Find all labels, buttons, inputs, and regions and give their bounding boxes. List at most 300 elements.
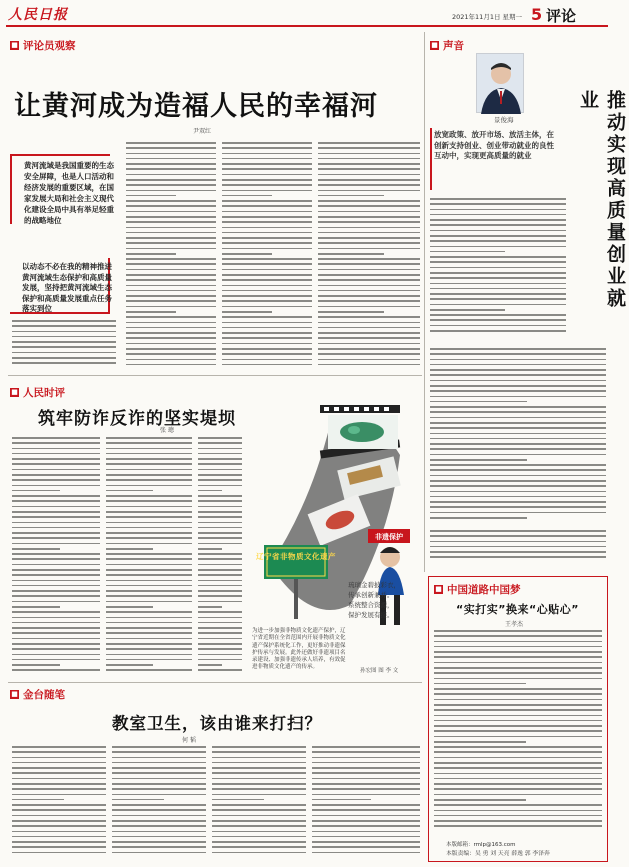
body-text-line [430, 380, 606, 382]
body-text-line [126, 168, 216, 170]
body-text-line [222, 343, 312, 345]
body-text-line [112, 841, 206, 843]
body-text-line [434, 815, 602, 817]
body-text-line [430, 546, 606, 548]
body-text-line [198, 543, 242, 545]
body-text-line [340, 316, 420, 318]
body-text-line [106, 606, 153, 608]
body-text-line [106, 627, 192, 629]
body-text-line [340, 205, 420, 207]
body-text-line [312, 831, 420, 833]
body-text-line [12, 595, 100, 597]
body-text-line [12, 627, 100, 629]
body-text-line [126, 221, 216, 223]
body-text-line [12, 506, 100, 508]
body-text-line [434, 656, 602, 658]
body-text-line [312, 772, 420, 774]
body-text-line [126, 232, 216, 234]
body-text-line [430, 348, 606, 350]
body-text-line [212, 815, 306, 817]
china-road-headline: “实打实”换来“心贴心” [456, 603, 579, 616]
body-text-line [340, 168, 420, 170]
body-text-line [12, 669, 100, 671]
body-text-line [12, 553, 100, 555]
body-text-line [198, 511, 242, 513]
body-text-line [340, 348, 420, 350]
body-text-line [430, 330, 566, 332]
body-text-line [198, 479, 242, 481]
body-text-line [312, 788, 420, 790]
body-text-line [430, 396, 606, 398]
body-text-line [222, 306, 312, 308]
body-text-line [126, 279, 216, 281]
body-text-line [430, 364, 606, 366]
body-text-line [12, 611, 100, 613]
body-text-line [434, 699, 602, 701]
body-text-line [430, 272, 566, 274]
body-text-line [222, 274, 312, 276]
body-text-line [12, 500, 100, 502]
body-text-line [430, 369, 606, 371]
body-text-line [434, 746, 602, 748]
body-text-line [222, 205, 312, 207]
body-text-line [312, 836, 420, 838]
body-text-line [312, 794, 420, 796]
masthead-date: 2021年11月1日 星期一 [452, 13, 523, 21]
body-text-line [198, 506, 242, 508]
body-text-line [430, 556, 606, 558]
body-text-line [12, 831, 106, 833]
body-text-line [222, 153, 312, 155]
body-text-line [126, 322, 216, 324]
body-text-line [106, 611, 192, 613]
body-text-line [12, 479, 100, 481]
body-text-line [12, 638, 100, 640]
body-text-line [112, 762, 206, 764]
body-text-line [430, 230, 566, 232]
body-text-line [126, 353, 216, 355]
body-text-line [112, 783, 206, 785]
body-text-line [12, 664, 60, 666]
observation-pullquote-2: 以动态不必在我的精神推进黄河流域生态保护和高质量发展，坚持把黄河流域生态保护和高质量发展重点任务落实到位 [22, 262, 112, 313]
body-text-line [312, 751, 420, 753]
body-text-line [340, 221, 420, 223]
body-text-line [198, 532, 242, 534]
body-text-line [434, 693, 602, 695]
body-text-line [212, 825, 306, 827]
body-text-line [430, 288, 566, 290]
body-text-line [312, 825, 420, 827]
body-text-line [340, 269, 420, 271]
body-text-line [340, 142, 420, 144]
body-text-line [126, 274, 216, 276]
body-text-line [212, 809, 306, 811]
body-text-line [430, 304, 566, 306]
section-tag-icon: ■ [11, 690, 18, 698]
body-text-line [312, 783, 420, 785]
body-text-line [222, 190, 312, 192]
body-text-line [340, 248, 420, 250]
body-text-line [12, 783, 106, 785]
body-text-line [340, 353, 420, 355]
body-text-line [12, 767, 106, 769]
body-text-line [12, 437, 100, 439]
body-text-line [126, 348, 216, 350]
body-text-line [198, 548, 222, 550]
body-text-line [222, 184, 312, 186]
body-text-line [126, 174, 216, 176]
body-text-line [198, 617, 242, 619]
body-text-line [106, 590, 192, 592]
body-text-line [12, 799, 64, 801]
body-text-line [12, 622, 100, 624]
body-text-line [430, 433, 606, 435]
body-text-line [106, 537, 192, 539]
body-text-line [312, 815, 420, 817]
body-text-line [12, 442, 100, 444]
masthead-rule [6, 25, 608, 27]
body-text-line [106, 479, 192, 481]
body-text-line [434, 635, 602, 637]
body-text-line [434, 720, 602, 722]
body-text-line [198, 469, 242, 471]
body-text-line [106, 522, 192, 524]
body-text-line [212, 767, 306, 769]
body-text-line [430, 512, 606, 514]
body-text-line [106, 664, 153, 666]
body-text-line [430, 235, 566, 237]
body-text-line [434, 630, 602, 632]
body-text-line [430, 224, 566, 226]
body-text-line [112, 757, 206, 759]
body-text-line [106, 632, 192, 634]
body-text-line [106, 458, 192, 460]
body-text-line [312, 804, 420, 806]
body-text-line [112, 778, 206, 780]
body-text-line [430, 469, 606, 471]
body-text-line [434, 741, 526, 743]
body-text-line [430, 390, 606, 392]
body-text-line [12, 632, 100, 634]
body-text-line [222, 158, 312, 160]
body-text-line [106, 558, 192, 560]
cartoon-poem-line: 琉璃金碧披彩衣， [348, 581, 400, 589]
body-text-line [198, 638, 242, 640]
body-text-line [340, 147, 420, 149]
body-text-line [222, 311, 272, 313]
body-text-line [12, 601, 100, 603]
golden-desk-body-3 [212, 746, 306, 862]
body-text-line [126, 205, 216, 207]
body-text-line [198, 448, 242, 450]
body-text-line [430, 475, 606, 477]
body-text-line [12, 590, 100, 592]
body-text-line [12, 495, 100, 497]
body-text-line [434, 683, 526, 685]
body-text-line [106, 437, 192, 439]
body-text-line [106, 569, 192, 571]
body-text-line [434, 730, 602, 732]
body-text-line [430, 411, 606, 413]
body-text-line [222, 322, 312, 324]
body-text-line [312, 820, 420, 822]
body-text-line [126, 216, 216, 218]
body-text-line [222, 290, 312, 292]
body-text-line [212, 751, 306, 753]
body-text-line [430, 496, 606, 498]
body-text-line [126, 242, 216, 244]
body-text-line [12, 659, 100, 661]
body-text-line [198, 537, 242, 539]
observation-body-col5 [340, 142, 420, 370]
body-text-line [126, 147, 216, 149]
body-text-line [12, 841, 106, 843]
vertical-divider [424, 32, 425, 572]
body-text-line [430, 406, 606, 408]
body-text-line [12, 474, 100, 476]
body-text-line [12, 809, 106, 811]
golden-desk-author: 何 韬 [182, 737, 196, 744]
body-text-line [112, 772, 206, 774]
cartoon-board-text: 非遗保护 [375, 533, 403, 541]
portrait-photo [476, 53, 524, 113]
body-text-line [212, 794, 306, 796]
body-text-line [222, 300, 312, 302]
body-text-line [212, 746, 306, 748]
body-text-line [12, 794, 106, 796]
body-text-line [222, 248, 312, 250]
body-text-line [12, 815, 106, 817]
body-text-line [222, 337, 312, 339]
body-text-line [222, 147, 312, 149]
voice-person-name: 景俊海 [494, 116, 514, 124]
body-text-line [198, 585, 242, 587]
body-text-line [212, 762, 306, 764]
body-text-line [12, 543, 100, 545]
body-text-line [198, 564, 242, 566]
body-text-line [12, 606, 60, 608]
body-text-line [198, 527, 242, 529]
body-text-line [434, 810, 602, 812]
body-text-line [430, 506, 606, 508]
masthead-logo: 人民日报 [8, 7, 68, 23]
body-text-line [434, 794, 602, 796]
body-text-line [212, 788, 306, 790]
body-text-line [106, 463, 192, 465]
body-text-line [212, 772, 306, 774]
body-text-line [112, 794, 206, 796]
body-text-line [12, 772, 106, 774]
body-text-line [198, 595, 242, 597]
body-text-line [430, 298, 566, 300]
body-text-line [212, 778, 306, 780]
body-text-line [12, 346, 116, 348]
body-text-line [312, 852, 420, 854]
body-text-line [222, 279, 312, 281]
body-text-line [12, 448, 100, 450]
voice-body-wide [430, 348, 606, 528]
body-text-line [340, 285, 420, 287]
body-text-line [126, 142, 216, 144]
body-text-line [12, 548, 60, 550]
body-text-line [430, 277, 566, 279]
body-text-line [434, 778, 602, 780]
voice-headline: 推动实现高质量创业就业 [577, 90, 626, 310]
body-text-line [106, 659, 192, 661]
body-text-line [212, 804, 306, 806]
body-text-line [430, 325, 566, 327]
body-text-line [222, 295, 312, 297]
observation-body-col2 [126, 142, 216, 370]
body-text-line [106, 474, 192, 476]
body-text-line [12, 537, 100, 539]
body-text-line [12, 362, 116, 364]
body-text-line [198, 627, 242, 629]
body-text-line [430, 219, 566, 221]
body-text-line [198, 654, 242, 656]
section-tag-icon: ■ [11, 388, 18, 396]
body-text-line [222, 200, 312, 202]
body-text-line [12, 804, 106, 806]
body-text-line [12, 846, 106, 848]
body-text-line [222, 285, 312, 287]
body-text-line [340, 306, 420, 308]
body-text-line [12, 757, 106, 759]
body-text-line [112, 820, 206, 822]
body-text-line [12, 825, 106, 827]
china-road-body [434, 630, 602, 832]
divider-observation [8, 375, 422, 376]
body-text-line [126, 153, 216, 155]
body-text-line [106, 506, 192, 508]
body-text-line [106, 495, 192, 497]
body-text-line [12, 336, 116, 338]
body-text-line [340, 211, 420, 213]
body-text-line [198, 643, 242, 645]
body-text-line [340, 216, 420, 218]
body-text-line [434, 804, 602, 806]
body-text-line [340, 179, 420, 181]
body-text-line [312, 809, 420, 811]
body-text-line [12, 564, 100, 566]
body-text-line [106, 442, 192, 444]
body-text-line [198, 569, 242, 571]
body-text-line [430, 443, 606, 445]
body-text-line [340, 237, 420, 239]
body-text-line [126, 253, 176, 255]
body-text-line [106, 490, 153, 492]
body-text-line [434, 783, 602, 785]
body-text-line [222, 211, 312, 213]
body-text-line [126, 258, 216, 260]
body-text-line [12, 532, 100, 534]
voice-body-bottom [430, 530, 606, 566]
body-text-line [126, 300, 216, 302]
body-text-line [340, 300, 420, 302]
body-text-line [340, 174, 420, 176]
body-text-line [312, 767, 420, 769]
body-text-line [106, 485, 192, 487]
body-text-line [222, 316, 312, 318]
observation-body-col3 [222, 142, 312, 370]
body-text-line [198, 437, 242, 439]
body-text-line [126, 285, 216, 287]
golden-desk-column-label: ■ 金台随笔 [11, 689, 65, 701]
body-text-line [340, 295, 420, 297]
body-text-line [340, 258, 420, 260]
body-text-line [198, 622, 242, 624]
body-text-line [12, 648, 100, 650]
body-text-line [434, 725, 602, 727]
body-text-line [198, 664, 222, 666]
body-text-line [434, 825, 602, 827]
body-text-line [12, 485, 100, 487]
body-text-line [430, 480, 606, 482]
body-text-line [434, 788, 602, 790]
body-text-line [12, 788, 106, 790]
body-text-line [212, 799, 264, 801]
body-text-line [112, 836, 206, 838]
body-text-line [430, 485, 606, 487]
body-text-line [430, 261, 566, 263]
body-text-line [12, 516, 100, 518]
body-text-line [12, 331, 116, 333]
body-text-line [126, 343, 216, 345]
body-text-line [12, 352, 116, 354]
body-text-line [430, 240, 566, 242]
body-text-line [112, 825, 206, 827]
body-text-line [12, 751, 106, 753]
body-text-line [198, 606, 222, 608]
body-text-line [12, 490, 60, 492]
body-text-line [430, 374, 606, 376]
body-text-line [126, 237, 216, 239]
body-text-line [198, 458, 242, 460]
body-text-line [198, 500, 242, 502]
body-text-line [430, 401, 527, 403]
observation-author: 尹双红 [193, 128, 212, 135]
body-text-line [198, 495, 242, 497]
body-text-line [106, 580, 192, 582]
body-text-line [434, 736, 602, 738]
body-text-line [106, 500, 192, 502]
body-text-line [222, 332, 312, 334]
body-text-line [112, 799, 164, 801]
body-text-line [430, 385, 606, 387]
body-text-line [198, 659, 242, 661]
body-text-line [12, 458, 100, 460]
body-text-line [112, 751, 206, 753]
body-text-line [106, 511, 192, 513]
body-text-line [126, 269, 216, 271]
body-text-line [12, 762, 106, 764]
body-text-line [126, 163, 216, 165]
body-text-line [126, 195, 176, 197]
body-text-line [430, 319, 566, 321]
body-text-line [106, 585, 192, 587]
body-text-line [12, 585, 100, 587]
body-text-line [222, 348, 312, 350]
peoples-time-body-1 [12, 437, 100, 679]
body-text-line [12, 469, 100, 471]
body-text-line [106, 527, 192, 529]
body-text-line [212, 831, 306, 833]
body-text-line [12, 836, 106, 838]
body-text-line [222, 237, 312, 239]
body-text-line [430, 251, 505, 253]
body-text-line [126, 337, 216, 339]
observation-pullquote-1: 黄河流域是我国重要的生态安全屏障，也是人口活动和经济发展的重要区域，在国家发展大局和社会主义现代化建设全局中具有举足轻重的战略地位 [24, 161, 114, 225]
